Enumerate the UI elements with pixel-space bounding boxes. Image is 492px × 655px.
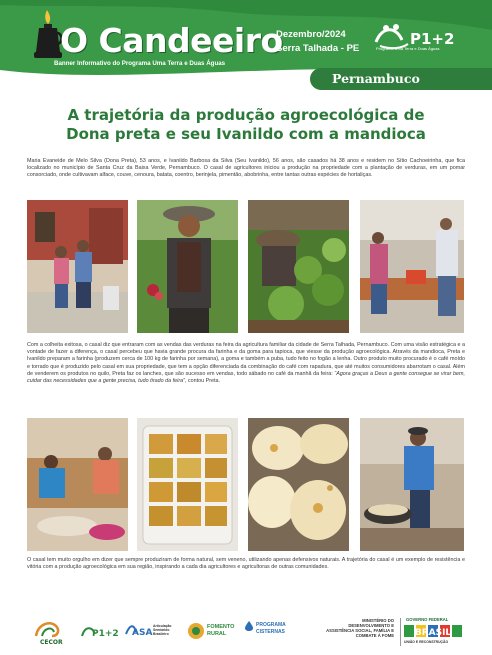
cisternas-label: PROGRAMA CISTERNAS bbox=[256, 622, 286, 635]
article-paragraph-1: Maria Evaneide de Melo Silva (Dona Preta), 53 anos, e Ivanildo Barbosa da Silva (Seu Ivanildo), 56 anos, são casados há 38 anos e residem no Sítio Cachoeirinha, que fica localizado no município de Santa Cruz da Baixa Verde, Pernambuco. O casal de agricultores iniciou a produção na propriedade com a plantação de verduras, em um pomar consorciado, onde cultivavam alface, couve, cenoura, batata, coentro, berinjela, pimentão, abobrinha, entre tantas outras espécies de hortaliças. bbox=[27, 158, 465, 179]
article-title-line-2: Dona preta e seu Ivanildo com a mandioca bbox=[66, 125, 426, 143]
women-peeling-cassava-photo bbox=[27, 418, 128, 551]
article-title-line-1: A trajetória da produção agroecológica de bbox=[67, 106, 425, 124]
cisternas-icon bbox=[243, 620, 255, 632]
newsletter-title: O Candeeiro bbox=[60, 21, 283, 60]
footer-divider bbox=[400, 618, 401, 646]
paragraph-2-end: contou Preta. bbox=[186, 378, 221, 385]
man-at-oven-photo bbox=[360, 418, 464, 551]
svg-text:P1+2: P1+2 bbox=[410, 30, 455, 48]
brasil-wordmark bbox=[404, 624, 462, 638]
asa-logo bbox=[124, 622, 152, 638]
tapioca-photo bbox=[248, 418, 349, 551]
asa-caption: Articulação Semiárido Brasileiro bbox=[153, 624, 172, 636]
cecor-logo bbox=[30, 618, 72, 646]
vegetable-garden-photo bbox=[248, 200, 349, 333]
cecor-label: CECOR bbox=[40, 639, 63, 646]
asa-label: ASA bbox=[132, 628, 153, 638]
paragraph-2-text: Com a colheita exitosa, o casal diz que entraram com as vendas das verduras na feira da agricultura familiar da cidade de Serra Talhada, Pernambuco. Com uma visão estratégica e a vontade de fazer a diferença, o casal percebeu que havia grande procura da farinha e da goma para tapioca, que viesse da produção agroecológica. Através da mandioca, Preta e Ivanildo preparam a farinha (produzem cerca de 100 kg de farinha por semana), a goma e também a puba, tudo feito no fogão a lenha. Outro produto muito procurado é o café moído e torrado que é produzido pelo casal em sua propriedade, que tem a opção diferenciada da combinação do café com rapadura, que até muitos consumidores abarrotam o casal. Além de venderem os produtos no quilo, Preta faz os lanches, que são sucesso em vendas, todo sábado no café da manhã da feira: bbox=[27, 342, 465, 377]
gov-label: GOVERNO FEDERAL bbox=[406, 617, 449, 622]
state-label: Pernambuco bbox=[332, 71, 420, 86]
market-stall-photo bbox=[360, 200, 464, 333]
p1m2-footer-logo bbox=[80, 622, 119, 642]
fomento-rural-icon bbox=[187, 622, 205, 640]
gov-slogan: UNIÃO E RECONSTRUÇÃO bbox=[404, 640, 449, 644]
issue-place: Serra Talhada - PE bbox=[276, 43, 360, 54]
newsletter-subtitle: Banner Informativo do Programa Uma Terra e Duas Águas bbox=[54, 60, 226, 67]
brasil-label: BRASIL bbox=[414, 628, 452, 638]
cakes-in-tray-photo bbox=[137, 418, 238, 551]
article-paragraph-3: O casal tem muito orgulho em dizer que sempre produziram de forma natural, sem veneno, utilizando apenas defensivos naturais. A trajetória do casal é um exemplo de resistência e vitória com a produção agroecológica em sua região, inspirando a cada dia agricultores e agricultoras de outras comunidades. bbox=[27, 557, 465, 571]
ministry-label: MINISTÉRIO DO DESENVOLVIMENTO E ASSISTÊNCIA SOCIAL, FAMÍLIA E COMBATE À FOME bbox=[326, 618, 394, 638]
farmer-in-hat-photo bbox=[137, 200, 238, 333]
issue-date: Dezembro/2024 bbox=[276, 29, 346, 40]
oil-lamp-icon bbox=[33, 8, 63, 62]
p1m2-caption: Programa Uma Terra e Duas Águas bbox=[376, 46, 440, 51]
article-paragraph-2 bbox=[27, 342, 465, 385]
preta-quote: “Agora graças a Deus a gente consegue se virar bem, cuidar das necessidades que a gente precisa, tudo tirado da feira”, bbox=[27, 370, 466, 385]
p1m2-footer-label: P1+2 bbox=[92, 629, 119, 639]
footer-logos bbox=[0, 612, 492, 655]
header-banner bbox=[0, 0, 492, 78]
couple-at-house-photo bbox=[27, 200, 128, 333]
fomento-rural-label: FOMENTO RURAL bbox=[207, 624, 235, 637]
